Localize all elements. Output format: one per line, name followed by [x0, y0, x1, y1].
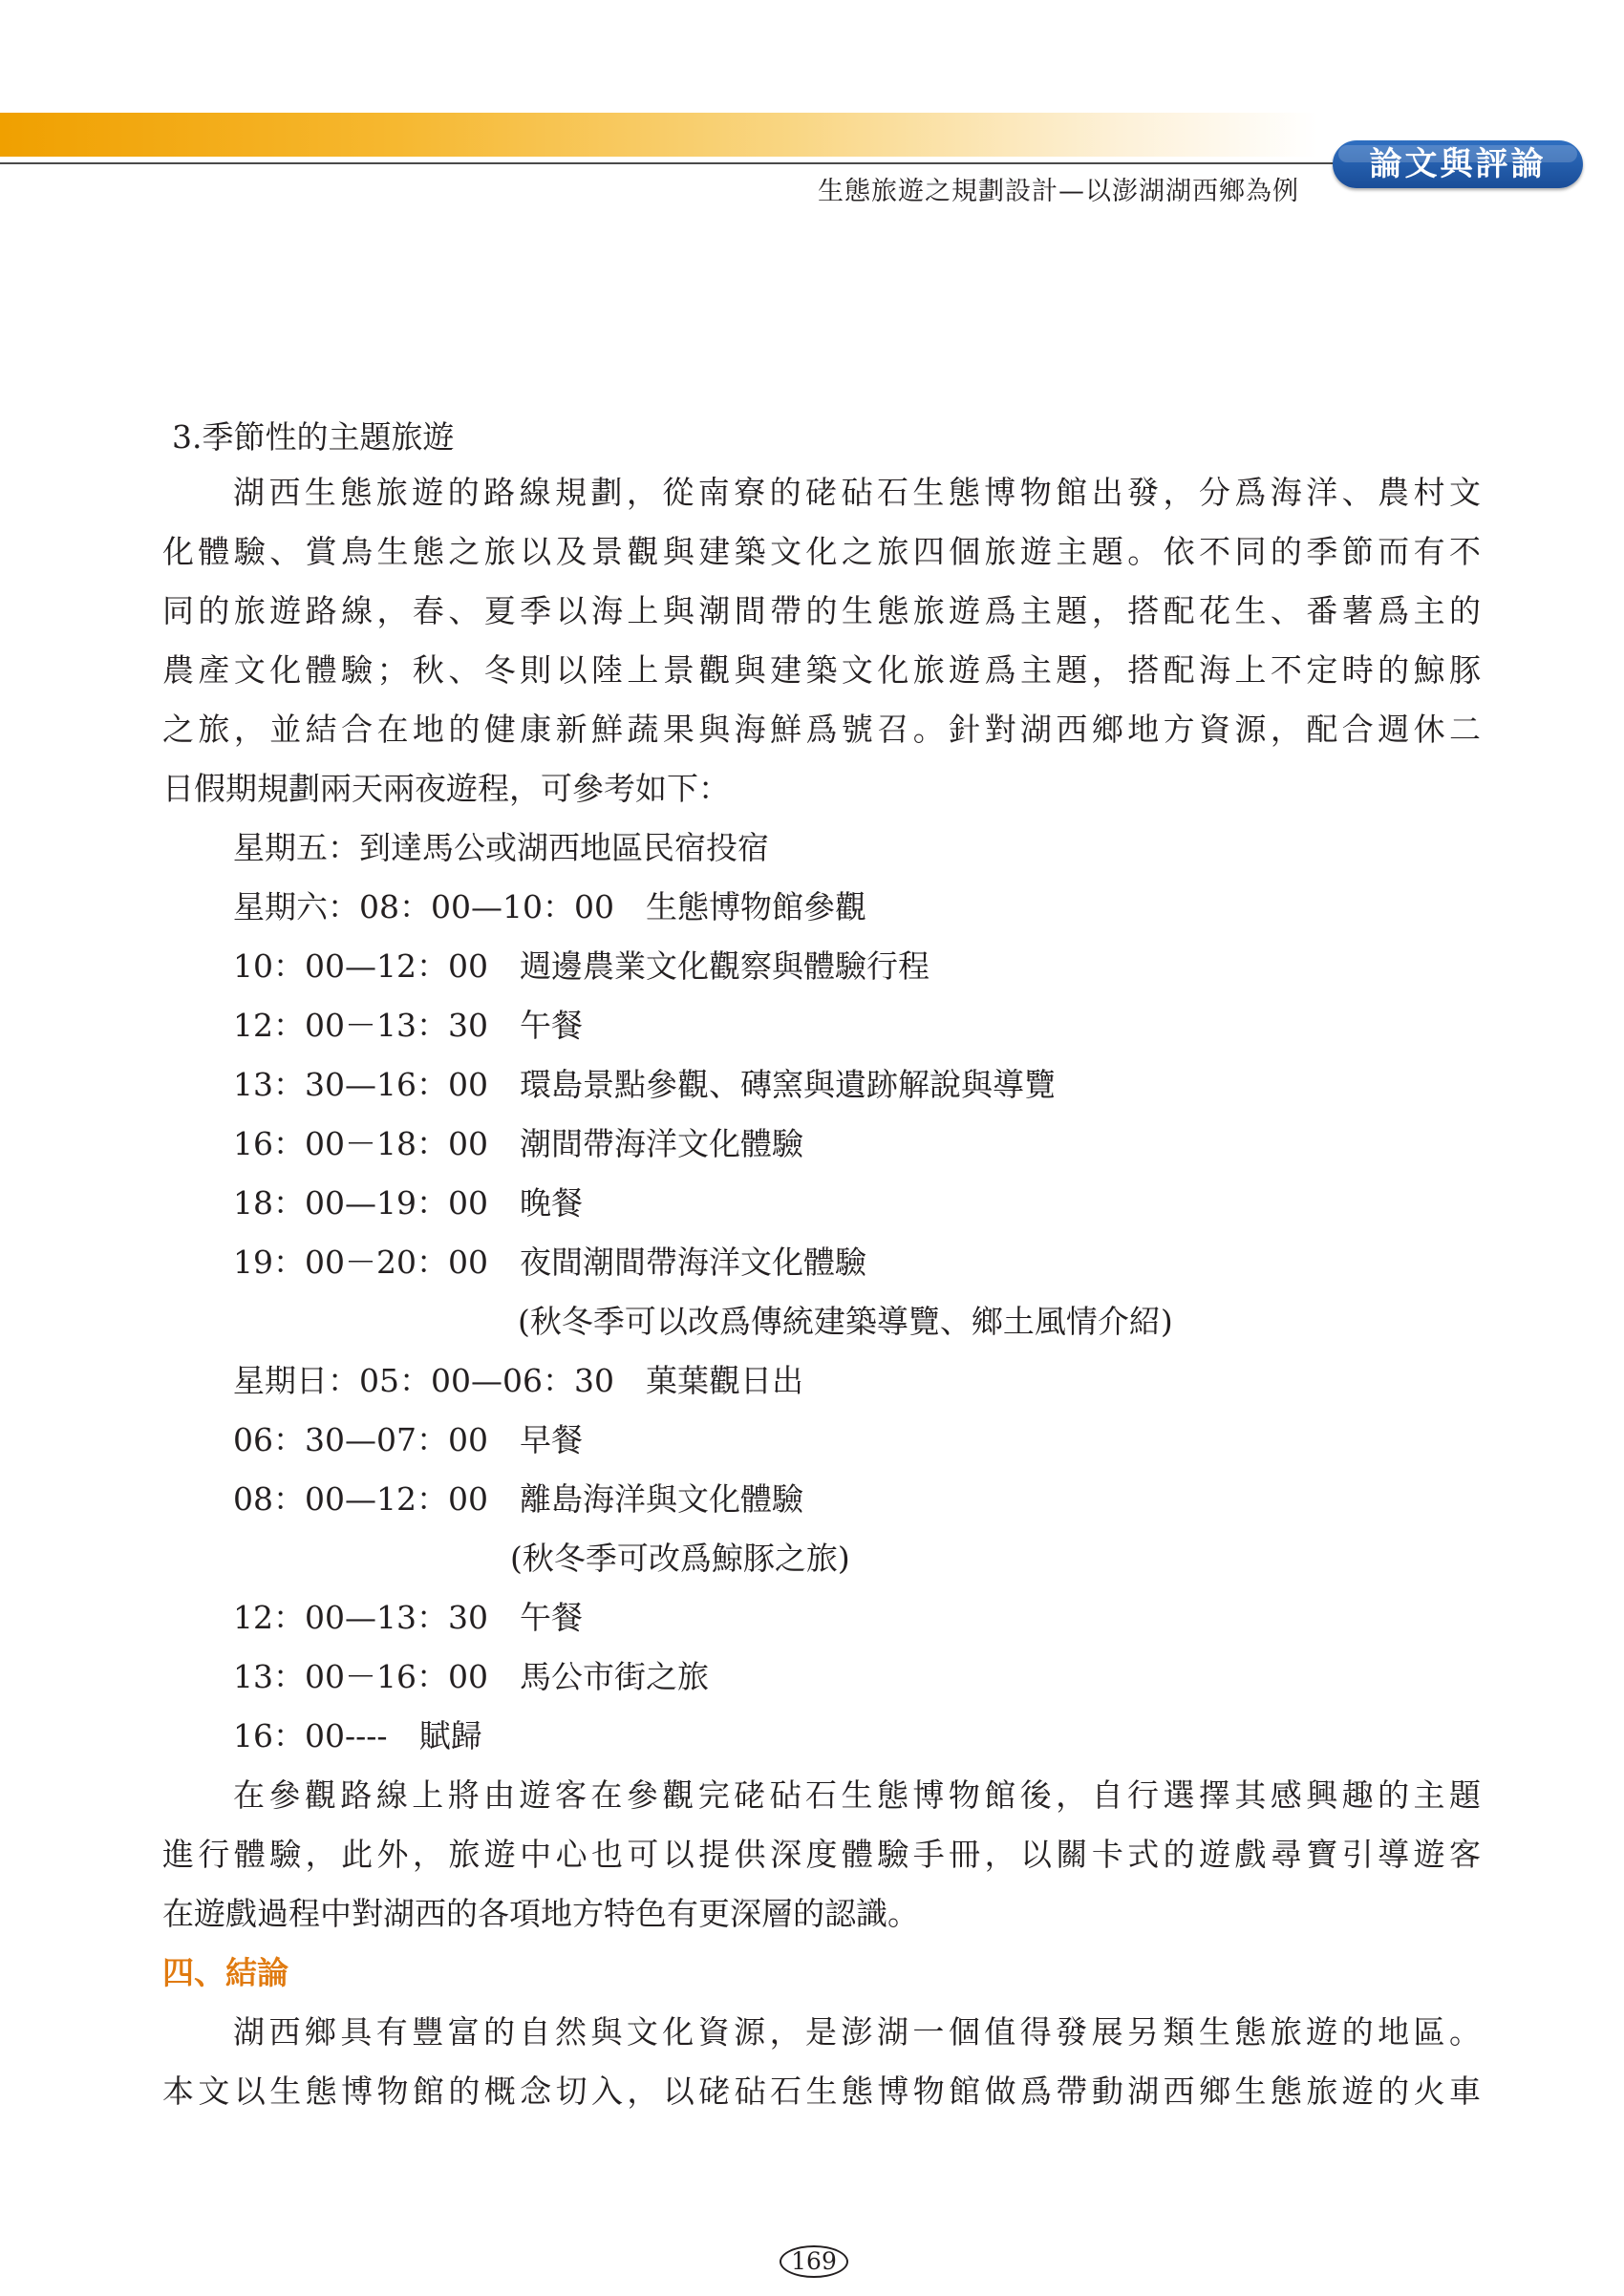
- schedule-line: 18：00—19：00 晚餐: [233, 1184, 583, 1222]
- schedule-line: 13：30—16：00 環島景點參觀、磚窯與遺跡解說與導覽: [233, 1066, 1056, 1103]
- paragraph-line: 農產文化體驗；秋、冬則以陸上景觀與建築文化旅遊爲主題，搭配海上不定時的鯨豚: [162, 651, 1481, 689]
- schedule-line: 16：00---- 賦歸: [233, 1717, 482, 1754]
- schedule-note: (秋冬季可以改爲傳統建築導覽、鄉土風情介紹): [518, 1303, 1173, 1340]
- paragraph-line: 湖西鄉具有豐富的自然與文化資源，是澎湖一個值得發展另類生態旅遊的地區。: [233, 2013, 1481, 2051]
- paragraph-line: 在遊戲過程中對湖西的各項地方特色有更深層的認識。: [162, 1895, 919, 1932]
- schedule-line: 星期日：05：00—06：30 菓葉觀日出: [233, 1362, 803, 1399]
- schedule-line: 星期五：到達馬公或湖西地區民宿投宿: [233, 829, 769, 866]
- schedule-note: (秋冬季可改爲鯨豚之旅): [510, 1540, 850, 1577]
- schedule-line: 19：00－20：00 夜間潮間帶海洋文化體驗: [233, 1244, 866, 1281]
- header-accent-bar: [0, 113, 1318, 157]
- section-badge: 論文與評論: [1333, 140, 1583, 188]
- paragraph-line: 化體驗、賞鳥生態之旅以及景觀與建築文化之旅四個旅遊主題。依不同的季節而有不: [162, 533, 1481, 570]
- page-number: 169: [780, 2245, 848, 2278]
- schedule-line: 12：00－13：30 午餐: [233, 1007, 583, 1044]
- paragraph-line: 進行體驗，此外，旅遊中心也可以提供深度體驗手冊，以關卡式的遊戲尋寶引導遊客: [162, 1836, 1481, 1873]
- header-rule: [0, 162, 1490, 164]
- paragraph-line: 本文以生態博物館的概念切入，以硓砧石生態博物館做爲帶動湖西鄉生態旅遊的火車: [162, 2073, 1481, 2110]
- schedule-line: 06：30—07：00 早餐: [233, 1421, 583, 1458]
- paragraph-line: 日假期規劃兩天兩夜遊程，可參考如下：: [162, 770, 730, 807]
- paragraph-line: 在參觀路線上將由遊客在參觀完硓砧石生態博物館後，自行選擇其感興趣的主題: [233, 1776, 1481, 1814]
- schedule-line: 16：00－18：00 潮間帶海洋文化體驗: [233, 1125, 803, 1162]
- running-title: 生態旅遊之規劃設計—以澎湖湖西鄉為例: [818, 177, 1299, 206]
- schedule-line: 08：00—12：00 離島海洋與文化體驗: [233, 1480, 803, 1518]
- schedule-line: 10：00—12：00 週邊農業文化觀察與體驗行程: [233, 947, 930, 985]
- paragraph-line: 之旅，並結合在地的健康新鮮蔬果與海鮮爲號召。針對湖西鄉地方資源，配合週休二: [162, 711, 1481, 748]
- schedule-line: 12：00—13：30 午餐: [233, 1599, 583, 1636]
- paragraph-line: 同的旅遊路線，春、夏季以海上與潮間帶的生態旅遊爲主題，搭配花生、番薯爲主的: [162, 592, 1481, 629]
- schedule-line: 13：00－16：00 馬公市街之旅: [233, 1658, 709, 1695]
- subsection-heading: 3.季節性的主題旅遊: [172, 418, 455, 456]
- section-heading: 四、結論: [162, 1954, 288, 1991]
- paragraph-line: 湖西生態旅遊的路線規劃，從南寮的硓砧石生態博物館出發，分爲海洋、農村文: [233, 474, 1481, 511]
- schedule-line: 星期六：08：00—10：00 生態博物館參觀: [233, 888, 866, 925]
